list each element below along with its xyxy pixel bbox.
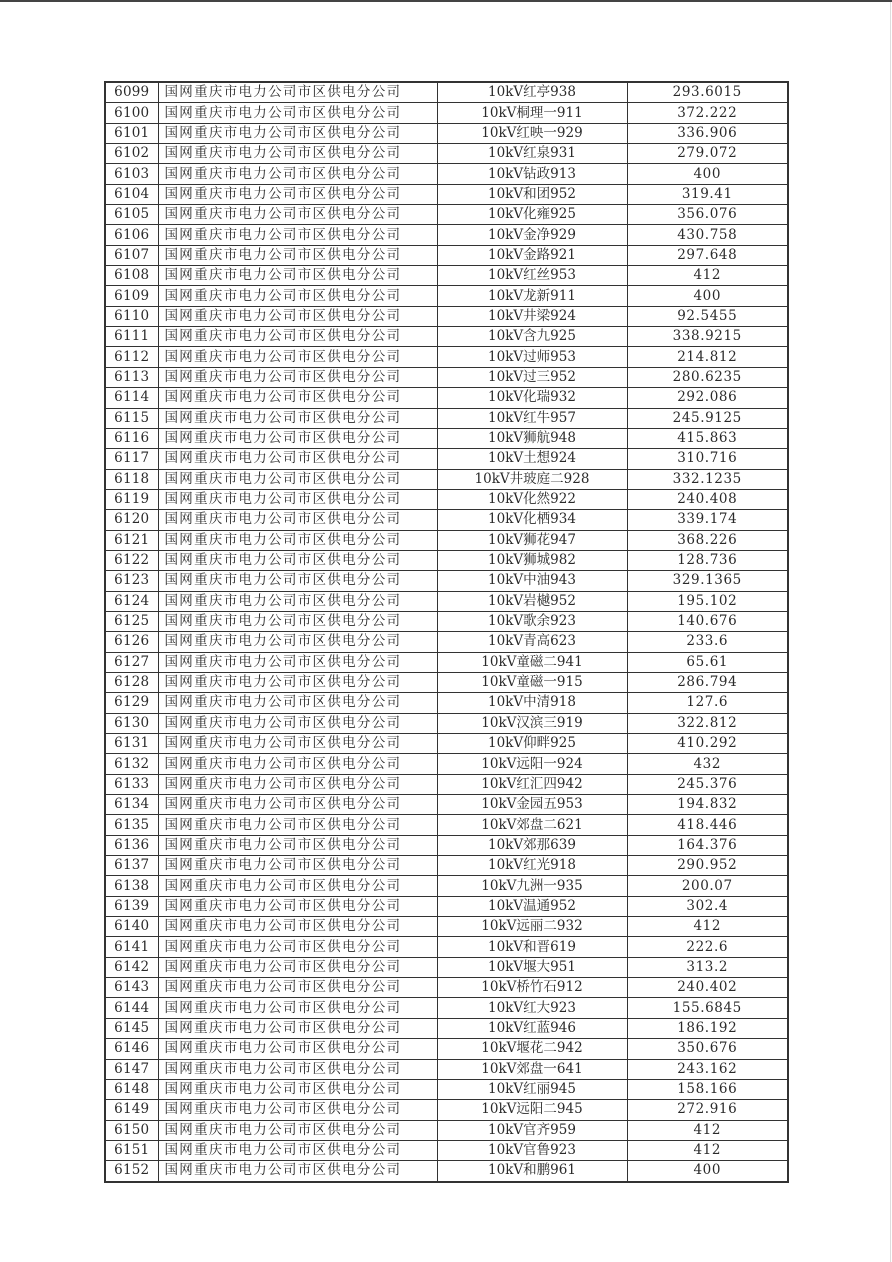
value-cell: 222.6 <box>627 937 788 957</box>
table-row <box>105 184 788 204</box>
line-name-cell: 10kV红丽945 <box>437 1079 627 1099</box>
value-cell: 322.812 <box>627 713 788 733</box>
row-id-cell: 6106 <box>105 225 158 245</box>
row-id-cell: 6145 <box>105 1018 158 1038</box>
table-row <box>105 144 788 164</box>
table-row <box>105 225 788 245</box>
line-name-cell: 10kV钻政913 <box>437 164 627 184</box>
value-cell: 286.794 <box>627 672 788 692</box>
line-name-cell: 10kV官齐959 <box>437 1120 627 1140</box>
value-cell: 410.292 <box>627 734 788 754</box>
row-id-cell: 6134 <box>105 795 158 815</box>
organization-cell: 国网重庆市电力公司市区供电分公司 <box>158 408 437 428</box>
table-row <box>105 306 788 326</box>
table-row <box>105 571 788 591</box>
value-cell: 412 <box>627 266 788 286</box>
value-cell: 412 <box>627 1140 788 1160</box>
row-id-cell: 6104 <box>105 184 158 204</box>
table-row <box>105 550 788 570</box>
value-cell: 280.6235 <box>627 367 788 387</box>
line-name-cell: 10kV井梁924 <box>437 306 627 326</box>
line-name-cell: 10kV狮航948 <box>437 428 627 448</box>
line-name-cell: 10kV堰花二942 <box>437 1039 627 1059</box>
value-cell: 368.226 <box>627 530 788 550</box>
value-cell: 400 <box>627 286 788 306</box>
table-row <box>105 164 788 184</box>
organization-cell: 国网重庆市电力公司市区供电分公司 <box>158 388 437 408</box>
line-name-cell: 10kV岩樾952 <box>437 591 627 611</box>
organization-cell: 国网重庆市电力公司市区供电分公司 <box>158 1059 437 1079</box>
row-id-cell: 6107 <box>105 245 158 265</box>
value-cell: 432 <box>627 754 788 774</box>
value-cell: 297.648 <box>627 245 788 265</box>
value-cell: 127.6 <box>627 693 788 713</box>
row-id-cell: 6127 <box>105 652 158 672</box>
value-cell: 65.61 <box>627 652 788 672</box>
organization-cell: 国网重庆市电力公司市区供电分公司 <box>158 1120 437 1140</box>
organization-cell: 国网重庆市电力公司市区供电分公司 <box>158 550 437 570</box>
table-row <box>105 1100 788 1120</box>
table-row <box>105 1018 788 1038</box>
row-id-cell: 6103 <box>105 164 158 184</box>
organization-cell: 国网重庆市电力公司市区供电分公司 <box>158 367 437 387</box>
organization-cell: 国网重庆市电力公司市区供电分公司 <box>158 876 437 896</box>
row-id-cell: 6128 <box>105 672 158 692</box>
table-row <box>105 693 788 713</box>
table-row <box>105 449 788 469</box>
table-row <box>105 245 788 265</box>
line-name-cell: 10kV红映一929 <box>437 123 627 143</box>
row-id-cell: 6139 <box>105 896 158 916</box>
value-cell: 418.446 <box>627 815 788 835</box>
line-name-cell: 10kV堰大951 <box>437 957 627 977</box>
table-row <box>105 937 788 957</box>
organization-cell: 国网重庆市电力公司市区供电分公司 <box>158 611 437 631</box>
table-row <box>105 917 788 937</box>
organization-cell: 国网重庆市电力公司市区供电分公司 <box>158 205 437 225</box>
row-id-cell: 6112 <box>105 347 158 367</box>
row-id-cell: 6113 <box>105 367 158 387</box>
table-row <box>105 530 788 550</box>
line-name-cell: 10kV金园五953 <box>437 795 627 815</box>
value-cell: 195.102 <box>627 591 788 611</box>
row-id-cell: 6108 <box>105 266 158 286</box>
row-id-cell: 6122 <box>105 550 158 570</box>
table-row <box>105 1059 788 1079</box>
organization-cell: 国网重庆市电力公司市区供电分公司 <box>158 327 437 347</box>
row-id-cell: 6115 <box>105 408 158 428</box>
line-name-cell: 10kV桐理一911 <box>437 103 627 123</box>
line-name-cell: 10kV郊盘一641 <box>437 1059 627 1079</box>
table-row <box>105 388 788 408</box>
value-cell: 415.863 <box>627 428 788 448</box>
organization-cell: 国网重庆市电力公司市区供电分公司 <box>158 469 437 489</box>
value-cell: 430.758 <box>627 225 788 245</box>
line-name-cell: 10kV红泉931 <box>437 144 627 164</box>
row-id-cell: 6100 <box>105 103 158 123</box>
value-cell: 400 <box>627 1161 788 1182</box>
row-id-cell: 6126 <box>105 632 158 652</box>
line-name-cell: 10kV汉滨三919 <box>437 713 627 733</box>
table-row <box>105 1120 788 1140</box>
organization-cell: 国网重庆市电力公司市区供电分公司 <box>158 347 437 367</box>
row-id-cell: 6105 <box>105 205 158 225</box>
value-cell: 293.6015 <box>627 82 788 103</box>
line-name-cell: 10kV狮花947 <box>437 530 627 550</box>
organization-cell: 国网重庆市电力公司市区供电分公司 <box>158 103 437 123</box>
row-id-cell: 6141 <box>105 937 158 957</box>
value-cell: 243.162 <box>627 1059 788 1079</box>
organization-cell: 国网重庆市电力公司市区供电分公司 <box>158 978 437 998</box>
value-cell: 272.916 <box>627 1100 788 1120</box>
value-cell: 200.07 <box>627 876 788 896</box>
organization-cell: 国网重庆市电力公司市区供电分公司 <box>158 957 437 977</box>
row-id-cell: 6131 <box>105 734 158 754</box>
row-id-cell: 6102 <box>105 144 158 164</box>
organization-cell: 国网重庆市电力公司市区供电分公司 <box>158 164 437 184</box>
organization-cell: 国网重庆市电力公司市区供电分公司 <box>158 734 437 754</box>
row-id-cell: 6136 <box>105 835 158 855</box>
value-cell: 245.376 <box>627 774 788 794</box>
line-name-cell: 10kV九洲一935 <box>437 876 627 896</box>
organization-cell: 国网重庆市电力公司市区供电分公司 <box>158 774 437 794</box>
line-name-cell: 10kV金路921 <box>437 245 627 265</box>
line-name-cell: 10kV远丽二932 <box>437 917 627 937</box>
organization-cell: 国网重庆市电力公司市区供电分公司 <box>158 917 437 937</box>
data-table <box>104 81 789 1183</box>
organization-cell: 国网重庆市电力公司市区供电分公司 <box>158 1140 437 1160</box>
line-name-cell: 10kV化雍925 <box>437 205 627 225</box>
organization-cell: 国网重庆市电力公司市区供电分公司 <box>158 856 437 876</box>
value-cell: 245.9125 <box>627 408 788 428</box>
value-cell: 240.408 <box>627 489 788 509</box>
table-row <box>105 611 788 631</box>
organization-cell: 国网重庆市电力公司市区供电分公司 <box>158 1161 437 1182</box>
line-name-cell: 10kV红牛957 <box>437 408 627 428</box>
row-id-cell: 6121 <box>105 530 158 550</box>
row-id-cell: 6135 <box>105 815 158 835</box>
line-name-cell: 10kV童磁二941 <box>437 652 627 672</box>
value-cell: 194.832 <box>627 795 788 815</box>
value-cell: 233.6 <box>627 632 788 652</box>
organization-cell: 国网重庆市电力公司市区供电分公司 <box>158 652 437 672</box>
line-name-cell: 10kV过三952 <box>437 367 627 387</box>
table-row <box>105 835 788 855</box>
table-row <box>105 998 788 1018</box>
value-cell: 412 <box>627 917 788 937</box>
value-cell: 186.192 <box>627 1018 788 1038</box>
row-id-cell: 6124 <box>105 591 158 611</box>
value-cell: 400 <box>627 164 788 184</box>
value-cell: 332.1235 <box>627 469 788 489</box>
table-row <box>105 957 788 977</box>
line-name-cell: 10kV红大923 <box>437 998 627 1018</box>
row-id-cell: 6116 <box>105 428 158 448</box>
value-cell: 336.906 <box>627 123 788 143</box>
row-id-cell: 6125 <box>105 611 158 631</box>
organization-cell: 国网重庆市电力公司市区供电分公司 <box>158 1018 437 1038</box>
line-name-cell: 10kV金净929 <box>437 225 627 245</box>
value-cell: 302.4 <box>627 896 788 916</box>
table-row <box>105 896 788 916</box>
organization-cell: 国网重庆市电力公司市区供电分公司 <box>158 672 437 692</box>
organization-cell: 国网重庆市电力公司市区供电分公司 <box>158 754 437 774</box>
organization-cell: 国网重庆市电力公司市区供电分公司 <box>158 1039 437 1059</box>
row-id-cell: 6151 <box>105 1140 158 1160</box>
value-cell: 292.086 <box>627 388 788 408</box>
value-cell: 164.376 <box>627 835 788 855</box>
line-name-cell: 10kV郊盘二621 <box>437 815 627 835</box>
table-row <box>105 266 788 286</box>
value-cell: 329.1365 <box>627 571 788 591</box>
organization-cell: 国网重庆市电力公司市区供电分公司 <box>158 510 437 530</box>
row-id-cell: 6140 <box>105 917 158 937</box>
line-name-cell: 10kV中油943 <box>437 571 627 591</box>
organization-cell: 国网重庆市电力公司市区供电分公司 <box>158 815 437 835</box>
value-cell: 290.952 <box>627 856 788 876</box>
organization-cell: 国网重庆市电力公司市区供电分公司 <box>158 591 437 611</box>
table-row <box>105 774 788 794</box>
line-name-cell: 10kV井玻庭二928 <box>437 469 627 489</box>
line-name-cell: 10kV郊那639 <box>437 835 627 855</box>
table-row <box>105 347 788 367</box>
line-name-cell: 10kV狮城982 <box>437 550 627 570</box>
row-id-cell: 6130 <box>105 713 158 733</box>
row-id-cell: 6109 <box>105 286 158 306</box>
row-id-cell: 6137 <box>105 856 158 876</box>
organization-cell: 国网重庆市电力公司市区供电分公司 <box>158 632 437 652</box>
table-row <box>105 408 788 428</box>
row-id-cell: 6149 <box>105 1100 158 1120</box>
value-cell: 214.812 <box>627 347 788 367</box>
line-name-cell: 10kV红蓝946 <box>437 1018 627 1038</box>
row-id-cell: 6120 <box>105 510 158 530</box>
organization-cell: 国网重庆市电力公司市区供电分公司 <box>158 123 437 143</box>
table-row <box>105 1039 788 1059</box>
row-id-cell: 6114 <box>105 388 158 408</box>
line-name-cell: 10kV化栖934 <box>437 510 627 530</box>
organization-cell: 国网重庆市电力公司市区供电分公司 <box>158 449 437 469</box>
value-cell: 92.5455 <box>627 306 788 326</box>
value-cell: 158.166 <box>627 1079 788 1099</box>
table-row <box>105 1161 788 1182</box>
row-id-cell: 6150 <box>105 1120 158 1140</box>
line-name-cell: 10kV过师953 <box>437 347 627 367</box>
table-row <box>105 672 788 692</box>
table-body <box>105 82 788 1182</box>
value-cell: 356.076 <box>627 205 788 225</box>
table-row <box>105 510 788 530</box>
table-row <box>105 286 788 306</box>
value-cell: 313.2 <box>627 957 788 977</box>
table-row <box>105 103 788 123</box>
table-row <box>105 815 788 835</box>
table-row <box>105 978 788 998</box>
value-cell: 338.9215 <box>627 327 788 347</box>
organization-cell: 国网重庆市电力公司市区供电分公司 <box>158 998 437 1018</box>
value-cell: 350.676 <box>627 1039 788 1059</box>
row-id-cell: 6119 <box>105 489 158 509</box>
value-cell: 339.174 <box>627 510 788 530</box>
row-id-cell: 6117 <box>105 449 158 469</box>
line-name-cell: 10kV歌余923 <box>437 611 627 631</box>
organization-cell: 国网重庆市电力公司市区供电分公司 <box>158 571 437 591</box>
line-name-cell: 10kV远阳一924 <box>437 754 627 774</box>
row-id-cell: 6133 <box>105 774 158 794</box>
row-id-cell: 6148 <box>105 1079 158 1099</box>
line-name-cell: 10kV化然922 <box>437 489 627 509</box>
organization-cell: 国网重庆市电力公司市区供电分公司 <box>158 896 437 916</box>
line-name-cell: 10kV仰畔925 <box>437 734 627 754</box>
value-cell: 319.41 <box>627 184 788 204</box>
table-row <box>105 489 788 509</box>
organization-cell: 国网重庆市电力公司市区供电分公司 <box>158 489 437 509</box>
line-name-cell: 10kV和团952 <box>437 184 627 204</box>
organization-cell: 国网重庆市电力公司市区供电分公司 <box>158 184 437 204</box>
line-name-cell: 10kV远阳二945 <box>437 1100 627 1120</box>
organization-cell: 国网重庆市电力公司市区供电分公司 <box>158 835 437 855</box>
line-name-cell: 10kV化瑞932 <box>437 388 627 408</box>
value-cell: 155.6845 <box>627 998 788 1018</box>
line-name-cell: 10kV童磁一915 <box>437 672 627 692</box>
value-cell: 372.222 <box>627 103 788 123</box>
line-name-cell: 10kV青高623 <box>437 632 627 652</box>
table-row <box>105 591 788 611</box>
organization-cell: 国网重庆市电力公司市区供电分公司 <box>158 1079 437 1099</box>
value-cell: 412 <box>627 1120 788 1140</box>
table-row <box>105 1079 788 1099</box>
row-id-cell: 6146 <box>105 1039 158 1059</box>
organization-cell: 国网重庆市电力公司市区供电分公司 <box>158 286 437 306</box>
row-id-cell: 6101 <box>105 123 158 143</box>
line-name-cell: 10kV土想924 <box>437 449 627 469</box>
row-id-cell: 6110 <box>105 306 158 326</box>
value-cell: 128.736 <box>627 550 788 570</box>
row-id-cell: 6129 <box>105 693 158 713</box>
row-id-cell: 6138 <box>105 876 158 896</box>
table-row <box>105 205 788 225</box>
table-row <box>105 1140 788 1160</box>
organization-cell: 国网重庆市电力公司市区供电分公司 <box>158 713 437 733</box>
line-name-cell: 10kV红亭938 <box>437 82 627 103</box>
row-id-cell: 6118 <box>105 469 158 489</box>
organization-cell: 国网重庆市电力公司市区供电分公司 <box>158 530 437 550</box>
organization-cell: 国网重庆市电力公司市区供电分公司 <box>158 306 437 326</box>
row-id-cell: 6111 <box>105 327 158 347</box>
value-cell: 140.676 <box>627 611 788 631</box>
line-name-cell: 10kV龙新911 <box>437 286 627 306</box>
row-id-cell: 6147 <box>105 1059 158 1079</box>
table-row <box>105 367 788 387</box>
line-name-cell: 10kV桥竹石912 <box>437 978 627 998</box>
line-name-cell: 10kV和晋619 <box>437 937 627 957</box>
row-id-cell: 6143 <box>105 978 158 998</box>
table-row <box>105 428 788 448</box>
table-row <box>105 327 788 347</box>
organization-cell: 国网重庆市电力公司市区供电分公司 <box>158 245 437 265</box>
organization-cell: 国网重庆市电力公司市区供电分公司 <box>158 266 437 286</box>
row-id-cell: 6142 <box>105 957 158 977</box>
table-row <box>105 652 788 672</box>
row-id-cell: 6144 <box>105 998 158 1018</box>
line-name-cell: 10kV红丝953 <box>437 266 627 286</box>
table-row <box>105 82 788 103</box>
organization-cell: 国网重庆市电力公司市区供电分公司 <box>158 795 437 815</box>
line-name-cell: 10kV红光918 <box>437 856 627 876</box>
line-name-cell: 10kV含九925 <box>437 327 627 347</box>
table-row <box>105 469 788 489</box>
line-name-cell: 10kV和鹏961 <box>437 1161 627 1182</box>
table-row <box>105 795 788 815</box>
organization-cell: 国网重庆市电力公司市区供电分公司 <box>158 1100 437 1120</box>
organization-cell: 国网重庆市电力公司市区供电分公司 <box>158 82 437 103</box>
organization-cell: 国网重庆市电力公司市区供电分公司 <box>158 693 437 713</box>
organization-cell: 国网重庆市电力公司市区供电分公司 <box>158 144 437 164</box>
organization-cell: 国网重庆市电力公司市区供电分公司 <box>158 937 437 957</box>
table-row <box>105 876 788 896</box>
table-row <box>105 632 788 652</box>
line-name-cell: 10kV温通952 <box>437 896 627 916</box>
table-row <box>105 713 788 733</box>
line-name-cell: 10kV中清918 <box>437 693 627 713</box>
row-id-cell: 6099 <box>105 82 158 103</box>
line-name-cell: 10kV红汇四942 <box>437 774 627 794</box>
organization-cell: 国网重庆市电力公司市区供电分公司 <box>158 428 437 448</box>
table-row <box>105 123 788 143</box>
organization-cell: 国网重庆市电力公司市区供电分公司 <box>158 225 437 245</box>
row-id-cell: 6152 <box>105 1161 158 1182</box>
value-cell: 279.072 <box>627 144 788 164</box>
table-row <box>105 734 788 754</box>
line-name-cell: 10kV官鲁923 <box>437 1140 627 1160</box>
table-row <box>105 856 788 876</box>
value-cell: 240.402 <box>627 978 788 998</box>
table-row <box>105 754 788 774</box>
value-cell: 310.716 <box>627 449 788 469</box>
row-id-cell: 6123 <box>105 571 158 591</box>
row-id-cell: 6132 <box>105 754 158 774</box>
